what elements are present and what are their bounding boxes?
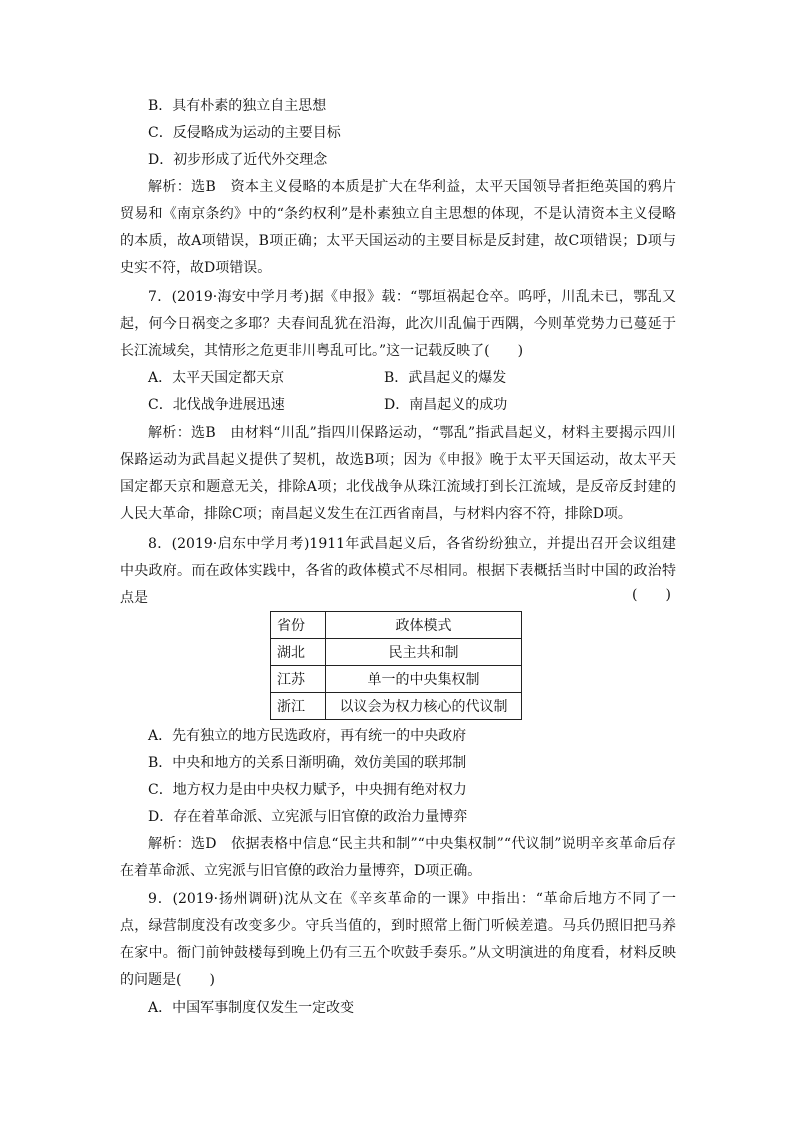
table-header-row [271, 612, 522, 639]
table-header-cell: 省份 [271, 612, 326, 639]
table-row [271, 666, 522, 693]
q7-stem: 7．(2019·海安中学月考)据《申报》载：“鄂垣祸起仓卒。呜呼，川乱未已，鄂乱又起，何今日祸变之多耶？夫春间乱犹在沿海，此次川乱偏于西隅，今则革党势力已蔓延于长江流域矣，其情形之危更非川粤乱可比。”这一记载反映了( ) [120, 289, 676, 359]
q7-option-b[interactable]: B．武昌起义的爆发 [384, 370, 507, 386]
table-cell: 单一的中央集权制 [326, 666, 522, 693]
q6-option-c[interactable]: C．反侵略成为运动的主要目标 [148, 125, 341, 141]
table-header-cell: 政体模式 [326, 612, 522, 639]
q9-option-a[interactable]: A．中国军事制度仅发生一定改变 [148, 1000, 355, 1016]
q8-analysis: 解析：选D 依据表格中信息“民主共和制”“中央集权制”“代议制”说明辛亥革命后存在着革命派、立宪派与旧官僚的政治力量博弈，D项正确。 [120, 836, 676, 879]
q8-option-a[interactable]: A．先有独立的地方民选政府，再有统一的中央政府 [148, 728, 467, 744]
q6-option-d[interactable]: D．初步形成了近代外交理念 [148, 152, 328, 168]
q7-analysis: 解析：选B 由材料“川乱”指四川保路运动，“鄂乱”指武昌起义，材料主要揭示四川保路运动为武昌起义提供了契机，故选B项；因为《申报》晚于太平天国运动，故太平天国定都天京和题意无关，排除A项；北伐战争从珠江流域打到长江流域，是反帝反封建的人民大革命，排除C项；南昌起义发生在江西省南昌，与材料内容不符，排除D项。 [120, 425, 676, 522]
q6-analysis: 解析：选B 资本主义侵略的本质是扩大在华利益，太平天国领导者拒绝英国的鸦片贸易和《南京条约》中的“条约权利”是朴素独立自主思想的体现，不是认清资本主义侵略的本质，故A项错误，B项正确；太平天国运动的主要目标是反封建，故C项错误；D项与史实不符，故D项错误。 [120, 179, 676, 276]
table-cell: 以议会为权力核心的代议制 [326, 693, 522, 720]
table-cell: 湖北 [271, 639, 326, 666]
q8-answer-blank: ( ) [632, 587, 671, 603]
table-row [271, 693, 522, 720]
table-cell: 浙江 [271, 693, 326, 720]
q7-option-d[interactable]: D．南昌起义的成功 [384, 397, 508, 413]
q7-option-c[interactable]: C．北伐战争进展迅速 [148, 397, 285, 413]
q7-option-a[interactable]: A．太平天国定都天京 [148, 370, 285, 386]
q9-stem: 9．(2019·扬州调研)沈从文在《辛亥革命的一课》中指出：“革命后地方不同了一点，绿营制度没有改变多少。守兵当值的，到时照常上衙门听候差遣。马兵仍照旧把马养在家中。衙门前钟鼓楼每到晚上仍有三五个吹鼓手奏乐。”从文明演进的角度看，材料反映的问题是( ) [120, 891, 676, 988]
q8-stem: 8．(2019·启东中学月考)1911年武昌起义后，各省纷纷独立，并提出召开会议组建中央政府。而在政体实践中，各省的政体模式不尽相同。根据下表概括当时中国的政治特点是 [120, 536, 676, 606]
q8-table [270, 611, 522, 720]
q8-option-d[interactable]: D．存在着革命派、立宪派与旧官僚的政治力量博弈 [148, 809, 468, 825]
table-row [271, 639, 522, 666]
q8-option-b[interactable]: B．中央和地方的关系日渐明确，效仿美国的联邦制 [148, 755, 467, 771]
table-cell: 江苏 [271, 666, 326, 693]
q6-option-b[interactable]: B．具有朴素的独立自主思想 [148, 98, 327, 114]
table-cell: 民主共和制 [326, 639, 522, 666]
q8-option-c[interactable]: C．地方权力是由中央权力赋予，中央拥有绝对权力 [148, 782, 467, 798]
